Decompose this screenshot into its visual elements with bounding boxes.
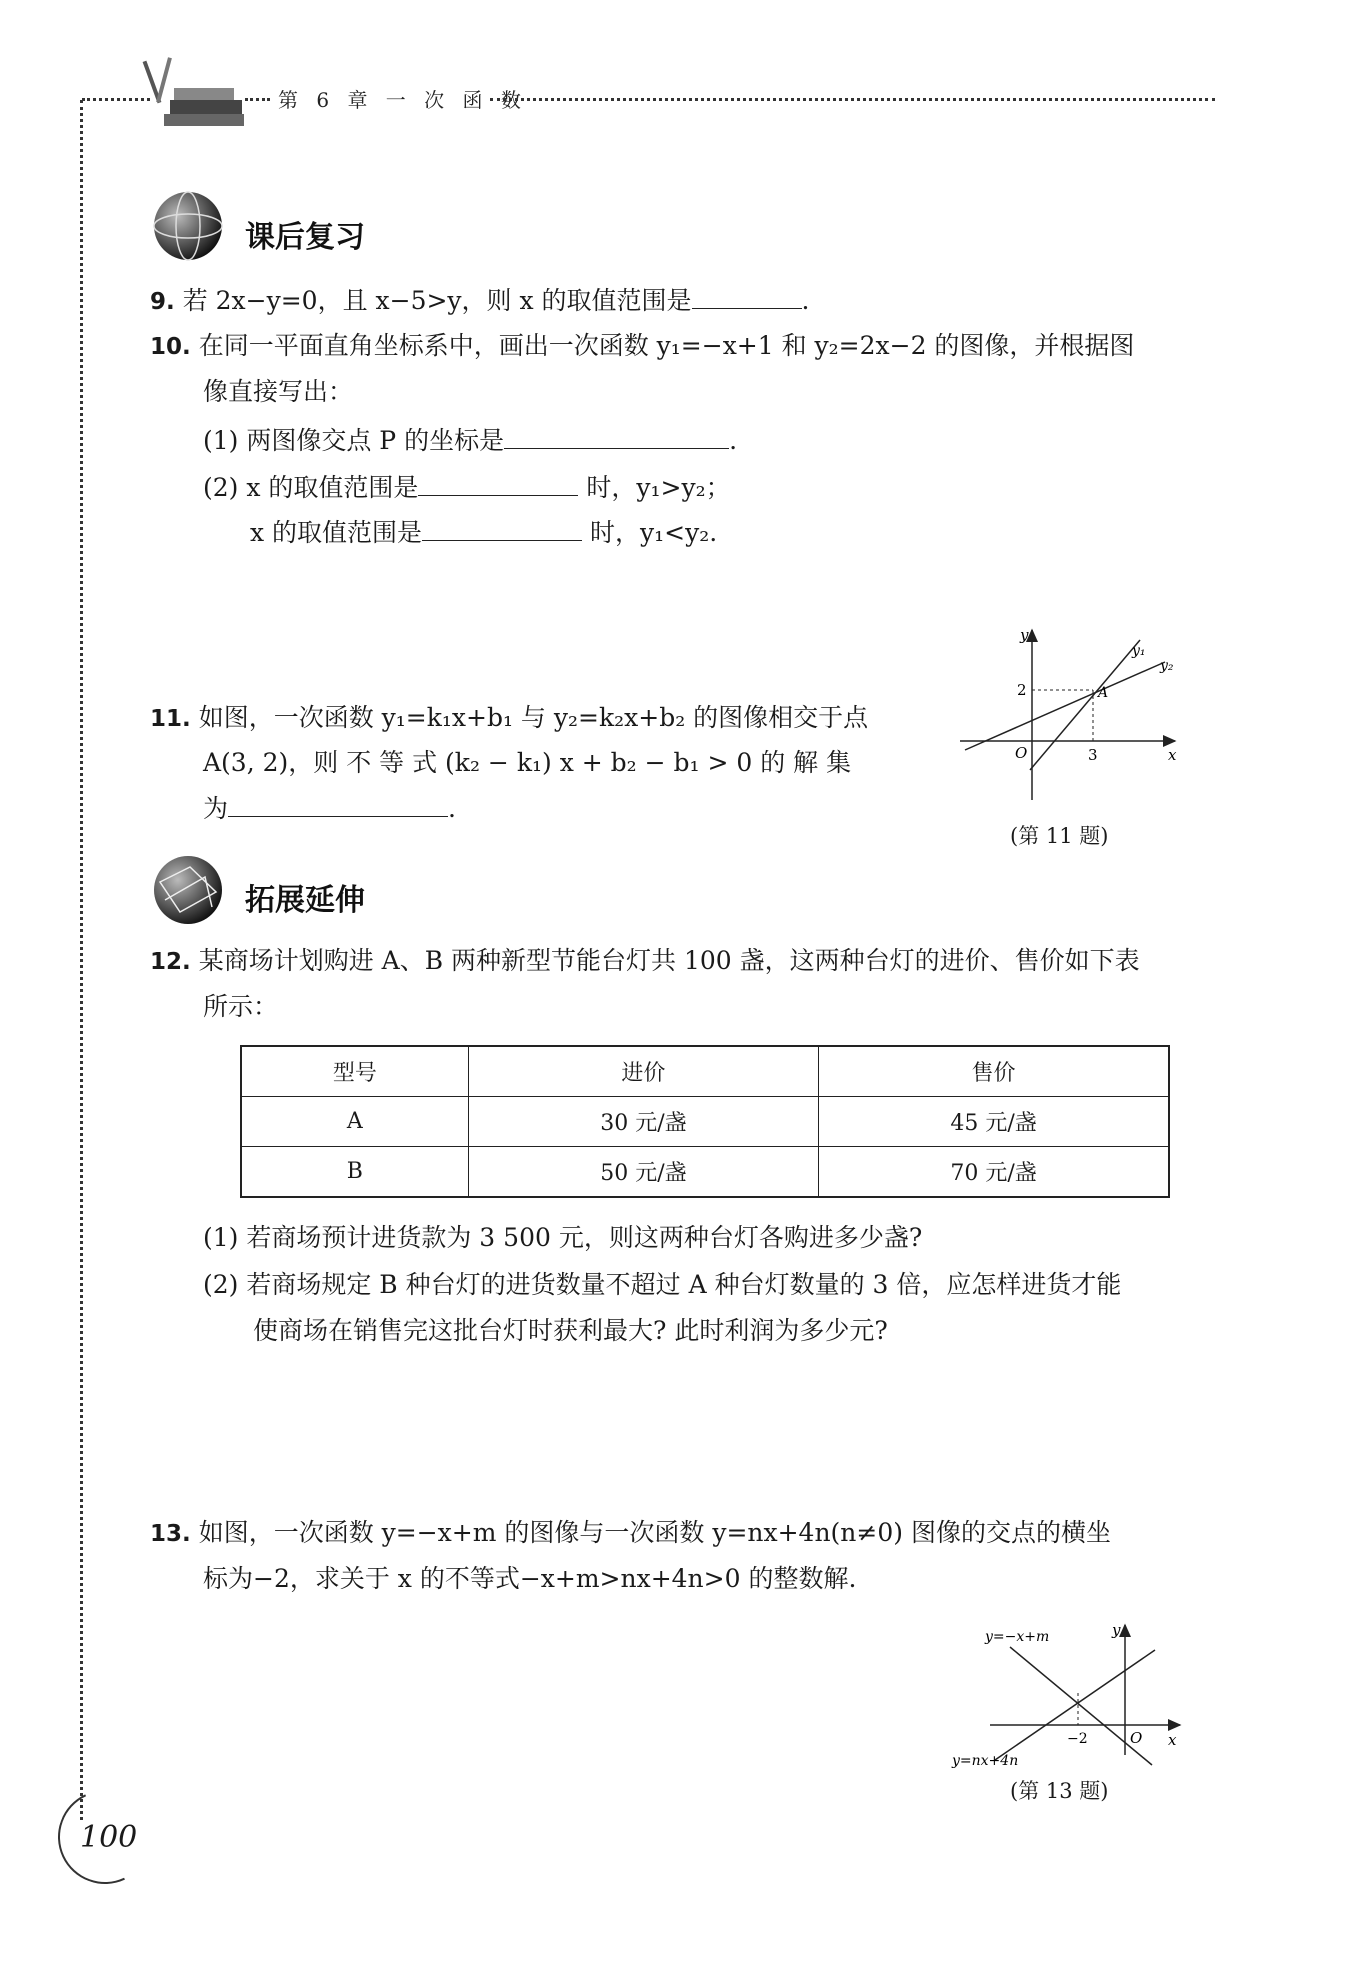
question-9: 9. 若 2x−y=0，且 x−5>y，则 x 的取值范围是 .: [150, 278, 810, 325]
question-10-part1: (1) 两图像交点 P 的坐标是 .: [203, 418, 737, 464]
question-11-line3: 为 .: [203, 786, 456, 832]
question-13: 13. 如图，一次函数 y=−x+m 的图像与一次函数 y=nx+4n(n≠0) 图像的交点的横坐: [150, 1518, 1111, 1547]
question-12-part2: (2) 若商场规定 B 种台灯的进货数量不超过 A 种台灯数量的 3 倍，应怎样进货才能: [203, 1270, 1122, 1299]
table-cell: A: [241, 1097, 468, 1147]
page-number: 100: [80, 1820, 138, 1855]
question-10: 10. 在同一平面直角坐标系中，画出一次函数 y₁=−x+1 和 y₂=2x−2 的图像，并根据图: [150, 331, 1135, 360]
label-y1: y₁: [1132, 643, 1146, 659]
q13-graph: [940, 1615, 1190, 1775]
table-row: [241, 1097, 1169, 1147]
answer-blank[interactable]: [504, 422, 729, 449]
table-cell: 70 元/盏: [819, 1147, 1169, 1198]
line-y1: [1030, 640, 1140, 770]
price-table: [240, 1045, 1170, 1198]
line-y2: [965, 662, 1165, 750]
book-stack-icon: [140, 55, 250, 140]
table-row: [241, 1147, 1169, 1198]
table-cell: 50 元/盏: [468, 1147, 818, 1198]
table-header-row: [241, 1046, 1169, 1097]
origin-label: O: [1015, 744, 1028, 762]
globe-icon: [150, 852, 226, 928]
point-a: A: [1098, 685, 1109, 701]
table-cell: 45 元/盏: [819, 1097, 1169, 1147]
question-10-line2: 像直接写出：: [203, 377, 354, 406]
table-header-cell: 售价: [819, 1046, 1169, 1097]
answer-blank[interactable]: [418, 469, 578, 496]
question-13-line2: 标为−2，求关于 x 的不等式−x+m>nx+4n>0 的整数解.: [203, 1564, 857, 1593]
globe-icon: [150, 188, 226, 264]
question-11-line2: A(3, 2)，则 不 等 式 (k₂ − k₁) x + b₂ − b₁ > 0 的 解 集: [203, 748, 852, 777]
answer-blank[interactable]: [692, 282, 802, 309]
origin-label: O: [1130, 1729, 1143, 1747]
q11-graph: [950, 620, 1190, 810]
answer-blank[interactable]: [228, 790, 448, 817]
tick-y: 2: [1017, 681, 1027, 699]
y-label: y: [1020, 626, 1029, 644]
q11-caption: (第 11 题): [1010, 824, 1109, 848]
x-label: x: [1168, 1731, 1177, 1749]
tick-x: −2: [1067, 1731, 1088, 1747]
table-header-cell: 进价: [468, 1046, 818, 1097]
line-neg: [1010, 1647, 1152, 1765]
section-title-extension: 拓展延伸: [245, 883, 365, 918]
label-line1: y=−x+m: [985, 1629, 1050, 1645]
table-header-cell: 型号: [241, 1046, 468, 1097]
label-y2: y₂: [1160, 658, 1174, 674]
question-11: 11. 如图，一次函数 y₁=k₁x+b₁ 与 y₂=k₂x+b₂ 的图像相交于点: [150, 703, 869, 732]
section-title-review: 课后复习: [245, 220, 365, 255]
question-12-part2-line2: 使商场在销售完这批台灯时获利最大? 此时利润为多少元?: [253, 1316, 888, 1345]
question-10-part2b: x 的取值范围是 时，y₁<y₂.: [250, 510, 717, 556]
answer-blank[interactable]: [422, 514, 582, 541]
question-10-part2a: (2) x 的取值范围是 时，y₁>y₂；: [203, 465, 731, 511]
question-12-part1: (1) 若商场预计进货款为 3 500 元，则这两种台灯各购进多少盏?: [203, 1223, 923, 1252]
table-cell: B: [241, 1147, 468, 1198]
label-line2: y=nx+4n: [952, 1753, 1019, 1769]
tick-x: 3: [1088, 746, 1098, 764]
x-label: x: [1168, 746, 1177, 764]
table-cell: 30 元/盏: [468, 1097, 818, 1147]
header-rule-right: [490, 98, 1215, 101]
y-label: y: [1112, 1621, 1121, 1639]
chapter-title: 第 6 章 一 次 函 数: [278, 88, 527, 112]
header-rule-mid: [245, 98, 270, 101]
q13-caption: (第 13 题): [1010, 1779, 1109, 1803]
question-12-line2: 所示：: [203, 992, 279, 1021]
question-12: 12. 某商场计划购进 A、B 两种新型节能台灯共 100 盏，这两种台灯的进价、售价如下表: [150, 946, 1140, 975]
margin-rule: [80, 100, 83, 1820]
